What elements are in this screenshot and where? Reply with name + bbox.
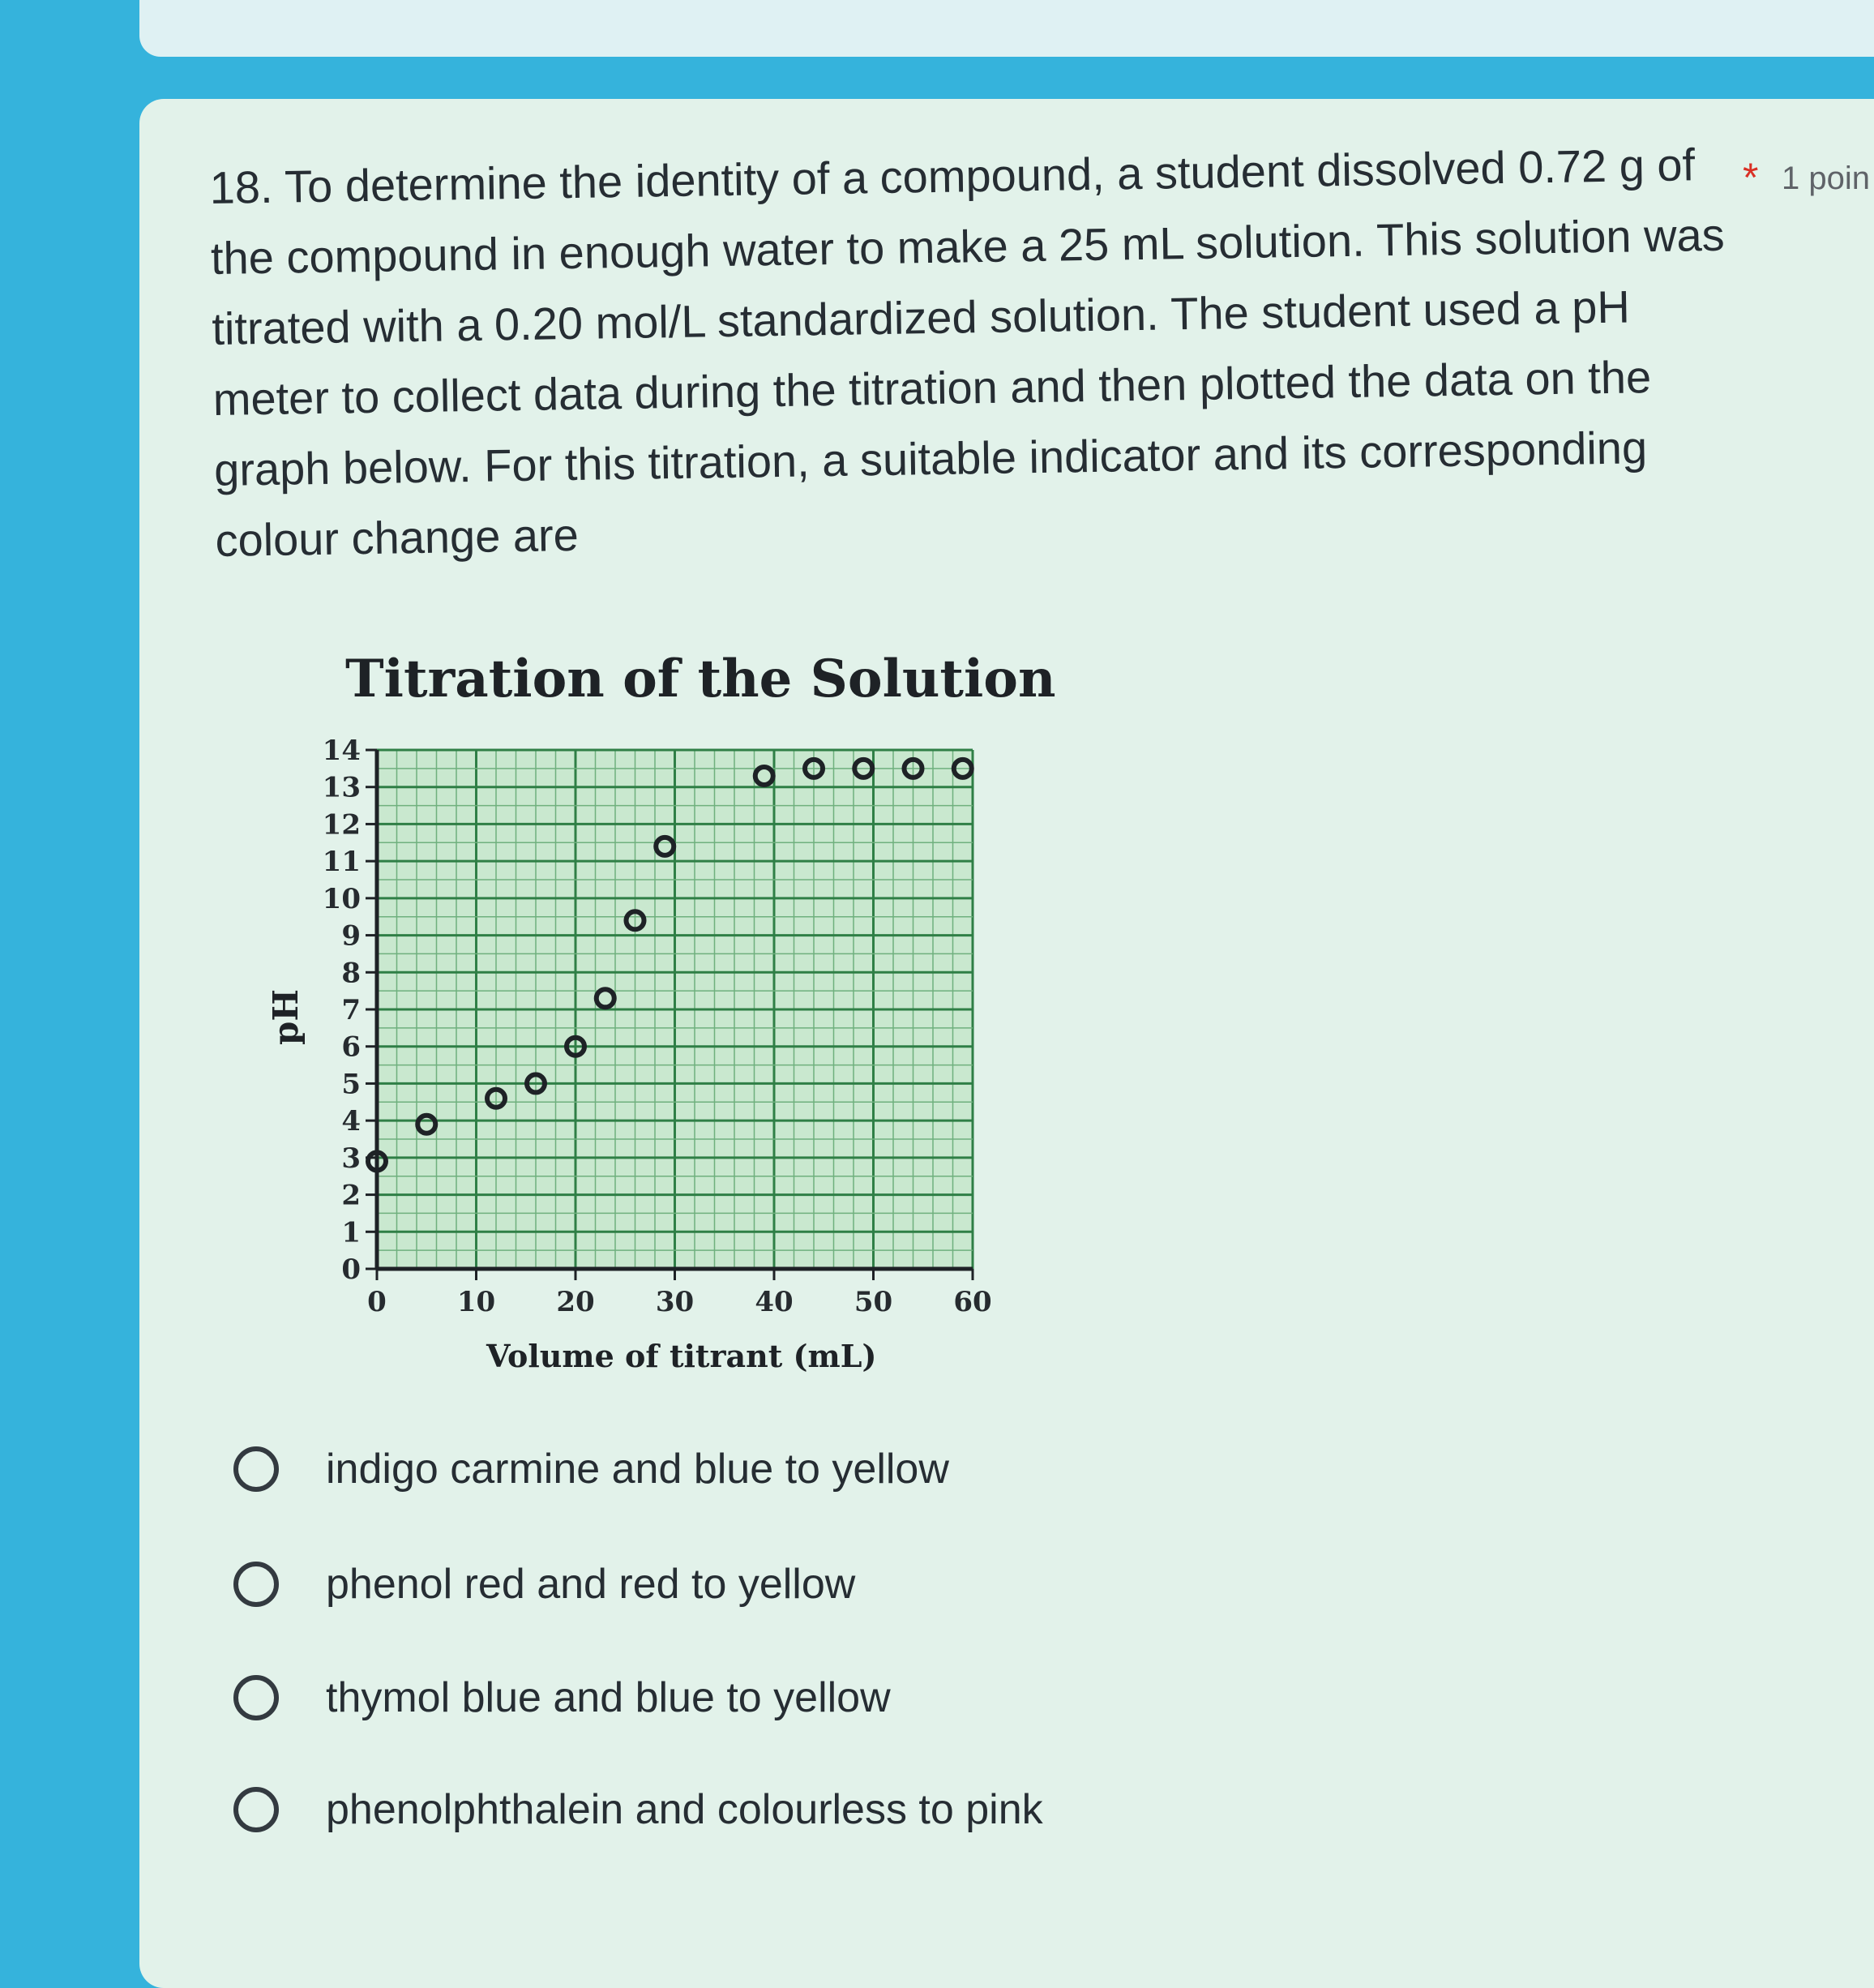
- option-label: indigo carmine and blue to yellow: [326, 1446, 949, 1493]
- question-text: 18. To determine the identity of a compound, a student dissolved 0.72 g of the compound in enough water to make a 25 mL solution. This solution was titrated with a 0.20 mol/L standardized solution. The student used a pH meter to collect data during the titration and then plotted the data on the graph below. For this titration, a suitable indicator and its corresponding colour change are: [209, 139, 1726, 566]
- y-tick-label: 3: [341, 1142, 361, 1175]
- option-label: thymol blue and blue to yellow: [326, 1674, 891, 1721]
- radio-button[interactable]: [233, 1675, 279, 1720]
- option-phenol-red[interactable]: [233, 1552, 855, 1617]
- option-label: phenolphthalein and colourless to pink: [326, 1786, 1043, 1833]
- titration-chart: [243, 722, 1021, 1322]
- radio-button[interactable]: [233, 1787, 279, 1832]
- option-label: phenol red and red to yellow: [326, 1561, 856, 1608]
- y-tick-label: 6: [341, 1030, 361, 1064]
- x-tick-label: 50: [854, 1286, 893, 1318]
- y-tick-label: 4: [341, 1105, 361, 1138]
- y-tick-label: 13: [322, 771, 361, 804]
- option-thymol-blue[interactable]: [233, 1665, 891, 1730]
- y-tick-label: 2: [341, 1179, 361, 1212]
- x-tick-label: 10: [456, 1286, 496, 1318]
- x-tick-label: 0: [367, 1286, 387, 1318]
- required-marker: *: [1743, 155, 1759, 200]
- x-tick-label: 60: [953, 1286, 992, 1318]
- y-tick-label: 9: [341, 919, 361, 953]
- y-tick-label: 11: [322, 846, 361, 879]
- x-tick-label: 40: [755, 1286, 794, 1318]
- points-label: 1 poin: [1782, 161, 1870, 196]
- option-indigo-carmine[interactable]: [233, 1437, 949, 1502]
- radio-button[interactable]: [233, 1562, 279, 1607]
- y-tick-label: 12: [322, 808, 361, 842]
- y-tick-label: 14: [322, 735, 361, 767]
- x-axis-title: Volume of titrant (mL): [486, 1338, 877, 1374]
- y-tick-label: 5: [341, 1068, 361, 1101]
- y-tick-label: 7: [341, 994, 361, 1026]
- y-tick-label: 10: [322, 882, 361, 915]
- previous-question-card: [139, 0, 1874, 57]
- x-tick-label: 20: [556, 1286, 595, 1318]
- y-tick-label: 8: [341, 957, 361, 990]
- y-axis-title: pH: [266, 988, 306, 1046]
- y-tick-label: 0: [341, 1253, 361, 1286]
- x-tick-label: 30: [655, 1286, 695, 1318]
- option-phenolphthalein[interactable]: [233, 1777, 1043, 1842]
- radio-button[interactable]: [233, 1446, 279, 1492]
- chart-title: Titration of the Solution: [345, 649, 1056, 709]
- y-tick-label: 1: [341, 1216, 361, 1249]
